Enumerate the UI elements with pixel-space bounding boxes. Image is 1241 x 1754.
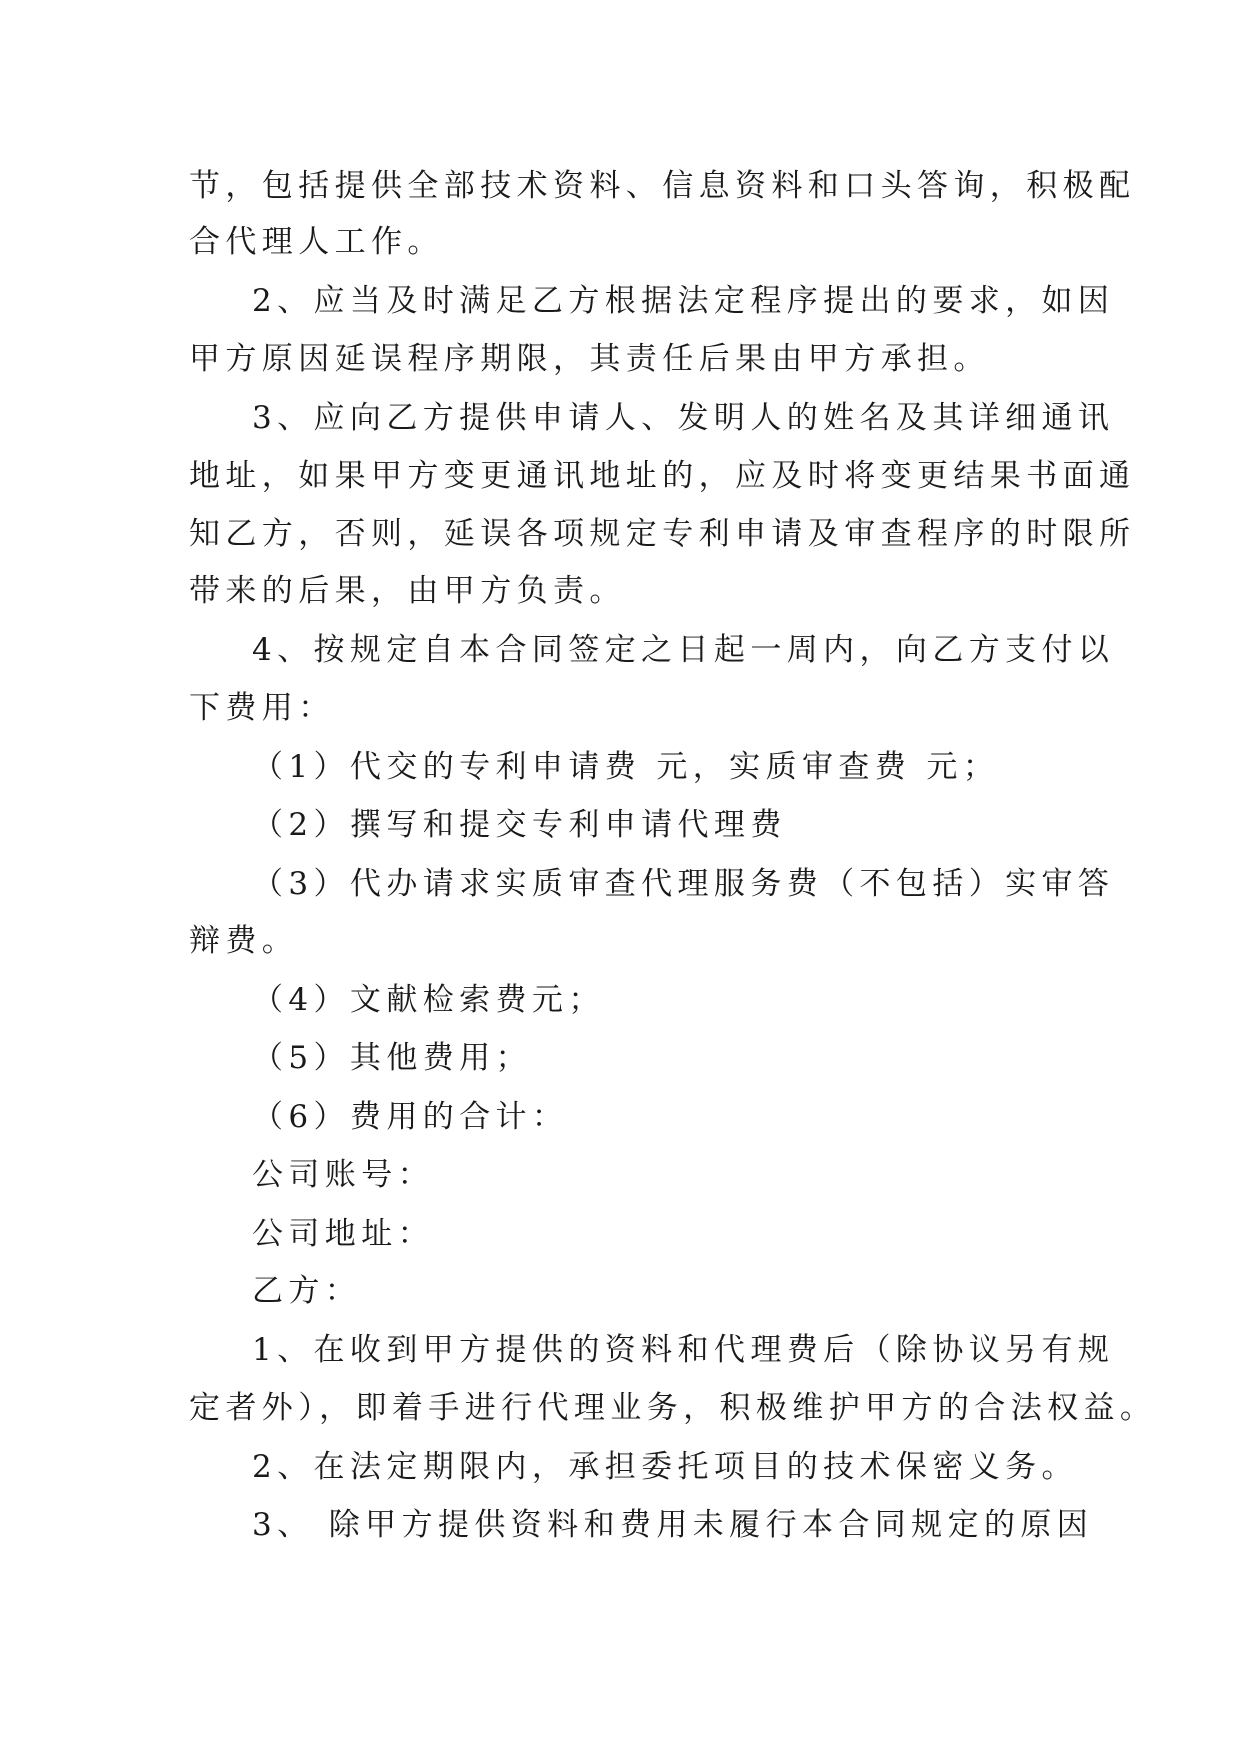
text-line: （2）撰写和提交专利申请代理费 [252, 807, 787, 843]
text-line: 节，包括提供全部技术资料、信息资料和口头答询，积极配 [189, 168, 1136, 204]
text-line: 知乙方，否则，延误各项规定专利申请及审查程序的时限所 [189, 516, 1136, 552]
text-line: （1）代交的专利申请费 元，实质审查费 元； [252, 749, 1000, 785]
text-line: 地址，如果甲方变更通讯地址的，应及时将变更结果书面通 [189, 458, 1136, 494]
text-line: （3）代办请求实质审查代理服务费（不包括）实审答 [252, 866, 1115, 902]
text-line: 3、应向乙方提供申请人、发明人的姓名及其详细通讯 [252, 400, 1115, 436]
text-line: 定者外），即着手进行代理业务，积极维护甲方的合法权益。 [189, 1390, 1157, 1426]
text-line: 乙方： [252, 1273, 362, 1309]
text-line: 公司账号： [252, 1157, 434, 1193]
text-line: （6）费用的合计： [252, 1099, 569, 1135]
text-line: 合代理人工作。 [189, 224, 444, 260]
text-line: 2、在法定期限内，承担委托项目的技术保密义务。 [252, 1449, 1078, 1485]
text-line: 2、应当及时满足乙方根据法定程序提出的要求，如因 [252, 283, 1115, 319]
text-line: 甲方原因延误程序期限，其责任后果由甲方承担。 [189, 341, 990, 377]
text-line: 辩费。 [189, 923, 299, 959]
text-line: （5）其他费用； [252, 1040, 532, 1076]
text-line: 4、按规定自本合同签定之日起一周内，向乙方支付以 [252, 632, 1115, 668]
text-line: 下费用： [189, 690, 335, 726]
text-line: 3、 除甲方提供资料和费用未履行本合同规定的原因 [252, 1507, 1094, 1543]
text-line: （4）文献检索费元； [252, 982, 605, 1018]
text-line: 1、在收到甲方提供的资料和代理费后（除协议另有规 [252, 1332, 1115, 1368]
text-line: 公司地址： [252, 1216, 434, 1252]
text-line: 带来的后果，由甲方负责。 [189, 573, 626, 609]
